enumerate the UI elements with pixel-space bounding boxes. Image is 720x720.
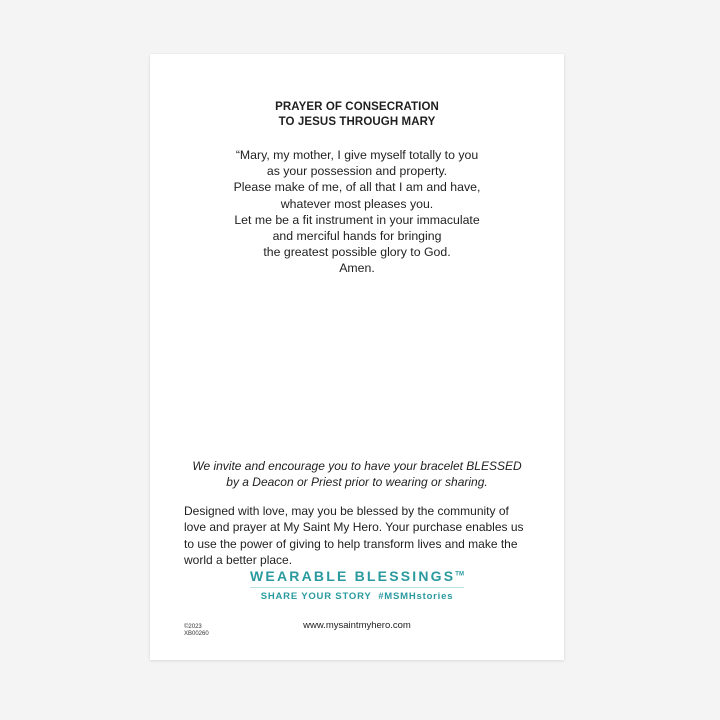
website-url: www.mysaintmyhero.com — [303, 620, 411, 631]
item-code: XB00260 — [184, 631, 209, 637]
prayer-title-line: PRAYER OF CONSECRATION — [275, 101, 439, 113]
brand-title: WEARABLE BLESSINGS — [250, 568, 456, 584]
brand-subtitle: SHARE YOUR STORY #MSMHstories — [260, 591, 454, 602]
invitation-line: We invite and encourage you to have your bracelet BLESSED — [192, 459, 522, 473]
blessing-invitation — [150, 458, 564, 490]
prayer-line: Please make of me, of all that I am and have, — [233, 180, 481, 195]
prayer-card — [150, 54, 564, 660]
prayer-line: the greatest possible glory to God. — [263, 245, 451, 260]
prayer-title — [150, 100, 564, 130]
invitation-line: by a Deacon or Priest prior to wearing or sharing. — [226, 475, 488, 489]
designed-with-love-paragraph: Designed with love, may you be blessed by the community of love and prayer at My Saint My Hero. Your purchase enables us to use the power of giving to help transform lives and make the world a better place. — [184, 504, 524, 567]
copyright-year: ©2023 — [184, 624, 202, 630]
prayer-line: Amen. — [339, 261, 375, 276]
prayer-line: as your possession and property. — [266, 164, 448, 179]
prayer-title-line: TO JESUS THROUGH MARY — [278, 116, 436, 128]
prayer-text — [150, 147, 564, 277]
trademark-mark: TM — [455, 571, 464, 578]
prayer-line: Let me be a fit instrument in your immaculate — [234, 212, 480, 227]
brand-block — [150, 568, 564, 602]
prayer-line: whatever most pleases you. — [280, 196, 434, 211]
prayer-line: and merciful hands for bringing — [272, 229, 442, 244]
brand-logo-text — [250, 568, 464, 588]
prayer-line: “Mary, my mother, I give myself totally to you — [235, 148, 479, 162]
